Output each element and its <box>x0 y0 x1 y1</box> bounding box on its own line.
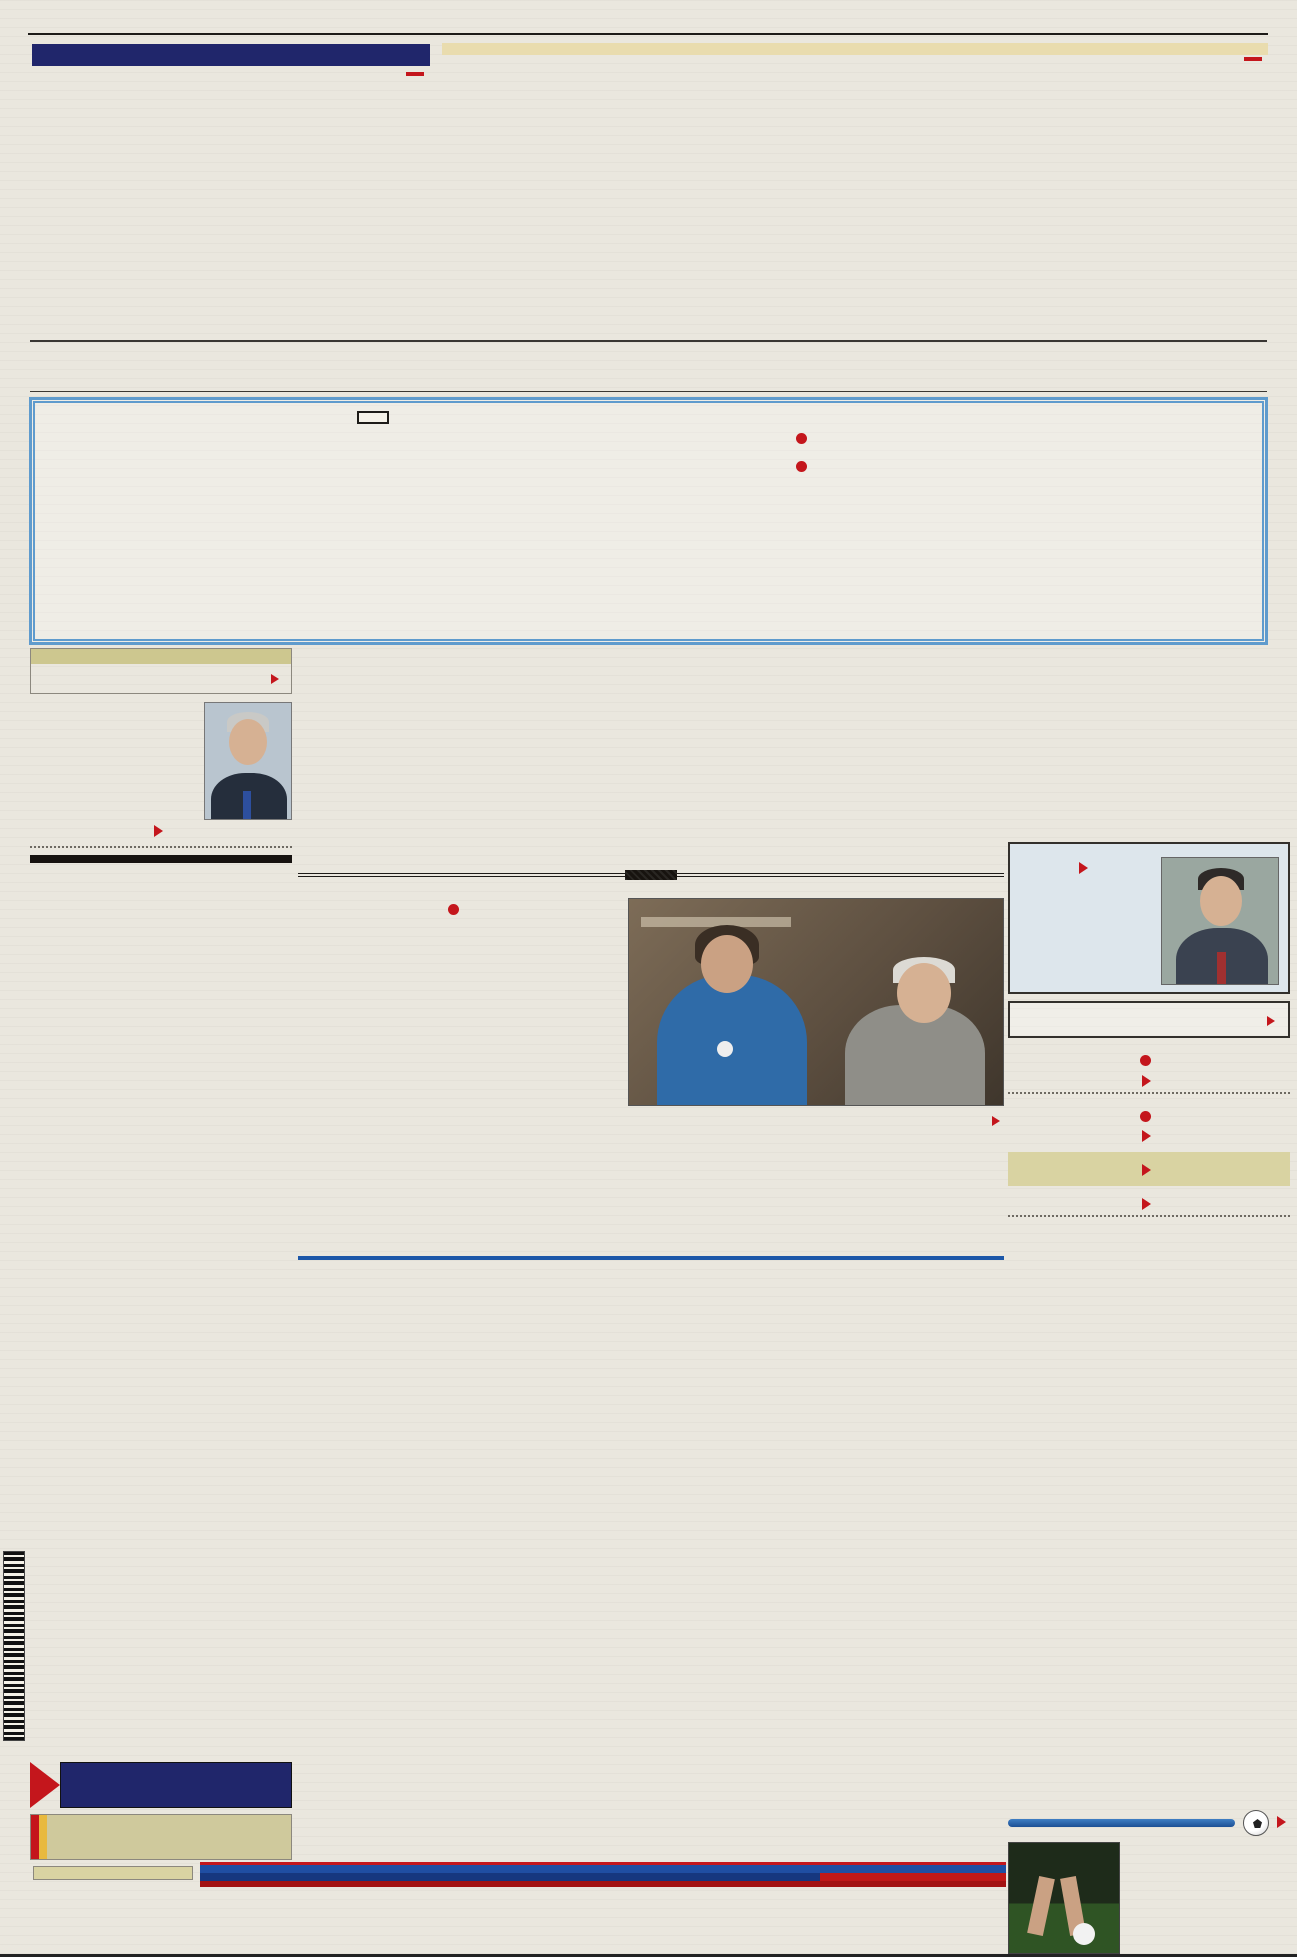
photo-head <box>229 719 267 765</box>
arrow-icon <box>271 674 279 684</box>
arrow-icon <box>1142 1075 1151 1087</box>
bullet-dot-icon <box>796 433 807 444</box>
editorial-box <box>30 398 1267 644</box>
health-bullet <box>298 898 616 921</box>
editorial-column-3 <box>660 485 950 631</box>
patoulis-photo <box>204 702 292 820</box>
arrow-icon <box>992 1116 1000 1126</box>
dimas-opinion-box <box>1008 842 1290 994</box>
patoulis-headline <box>30 702 196 820</box>
photo-head <box>1200 876 1242 926</box>
footer-banner <box>200 1862 1006 1887</box>
labour-article <box>298 1270 1004 1610</box>
footer-row3 <box>200 1881 1006 1887</box>
arrow-icon <box>154 825 163 837</box>
housing-teaser <box>1008 1152 1290 1186</box>
sports-box <box>1008 1810 1290 1954</box>
top-right-page-badge <box>1244 57 1262 61</box>
nd-pageref <box>1008 1129 1290 1145</box>
editorial-column-1 <box>45 411 345 631</box>
barcode-bars <box>3 1551 25 1741</box>
lead-story <box>298 650 1290 658</box>
photo-player-leg <box>1027 1876 1055 1936</box>
patoulis-teaser <box>30 702 292 848</box>
divider <box>1008 1092 1290 1094</box>
photo-patient-head <box>897 963 951 1023</box>
divider <box>1008 1215 1290 1217</box>
health-article-photo <box>628 898 1004 1106</box>
footer-row1 <box>200 1865 1006 1873</box>
proinos-kafes-banner <box>30 1814 292 1860</box>
dimas-photo <box>1161 857 1279 985</box>
mnimonia-article <box>30 648 292 694</box>
pension-age-box <box>1008 1001 1290 1038</box>
contributors-list <box>30 865 292 1762</box>
nd-bullet <box>1008 1107 1290 1125</box>
top-rule <box>28 33 1268 35</box>
proinos-kafes-text <box>47 1828 291 1847</box>
arrow-icon <box>1277 1816 1286 1828</box>
photo-stethoscope <box>717 1041 733 1057</box>
typologies-teaser <box>33 1866 193 1884</box>
nd-teaser <box>1008 1103 1290 1145</box>
tag-rule-left <box>298 873 625 877</box>
top-left-teaser <box>32 40 430 66</box>
bullet-dot-icon <box>1140 1111 1151 1122</box>
health-continuation <box>822 1115 1004 1129</box>
editorial-column-4 <box>962 485 1252 631</box>
labour-column-3 <box>653 1278 822 1610</box>
chevron-right-icon <box>30 1762 60 1808</box>
mnimonia-continuation <box>39 674 283 688</box>
photo-tie <box>243 791 251 820</box>
top-left-page-badge <box>406 72 424 76</box>
stripe-decoration <box>31 1815 47 1859</box>
issue-barcode <box>2 1548 28 1749</box>
editorial-bullet-2 <box>357 451 1252 478</box>
column-label-box <box>357 411 389 424</box>
left-column <box>30 648 292 1860</box>
contributors-header <box>30 855 292 863</box>
dimas-pageref <box>1019 861 1153 878</box>
arrow-icon <box>1267 1016 1275 1026</box>
editorial-bullet-1 <box>357 424 1252 451</box>
top-left-headline-box <box>32 44 430 66</box>
pension-continuation <box>1019 1015 1279 1029</box>
right-column <box>1008 842 1290 1954</box>
soccer-ball-icon <box>1243 1810 1269 1836</box>
lead-tag-row <box>298 870 1004 880</box>
lead-report-tag <box>625 870 677 880</box>
health-article <box>298 890 1004 1260</box>
photo-nurse-figure <box>657 975 807 1106</box>
arrow-icon <box>1142 1198 1151 1210</box>
footer-row2-main <box>200 1873 820 1881</box>
debtors-teaser <box>1008 1193 1290 1219</box>
housing-pageref <box>1017 1163 1281 1179</box>
sports-pageref <box>1277 1815 1290 1831</box>
bullet-dot-icon <box>448 904 459 915</box>
photo-ball <box>1073 1923 1095 1945</box>
masthead-date-row <box>30 340 1267 392</box>
debtors-pageref <box>1008 1197 1290 1213</box>
editorial-column-2 <box>357 485 647 631</box>
bullet-dot-icon <box>796 461 807 472</box>
top-right-teaser <box>442 40 1268 59</box>
health-column-2 <box>628 1112 810 1250</box>
arrow-icon <box>1079 862 1088 874</box>
bullet-dot-icon <box>1140 1055 1151 1066</box>
exomologiseis-banner <box>30 1762 292 1808</box>
georgoulis-teaser <box>1008 1045 1290 1096</box>
photo-nurse-head <box>701 935 753 993</box>
sports-photo <box>1008 1842 1120 1954</box>
sports-column-logo <box>1008 1819 1235 1827</box>
labour-column-2 <box>472 1278 641 1610</box>
arrow-icon <box>1142 1130 1151 1142</box>
top-right-headline-box <box>442 43 1268 55</box>
patoulis-pageref <box>30 824 292 840</box>
footer-row2-side <box>820 1873 1006 1881</box>
center-column <box>298 856 1004 1858</box>
georgoulis-pageref <box>1008 1074 1290 1090</box>
arrow-icon <box>1142 1164 1151 1176</box>
georgoulis-bullet <box>1008 1049 1290 1070</box>
tag-rule-right <box>677 873 1004 877</box>
labour-column-4 <box>835 1278 1004 1610</box>
photo-tie <box>1217 952 1226 985</box>
